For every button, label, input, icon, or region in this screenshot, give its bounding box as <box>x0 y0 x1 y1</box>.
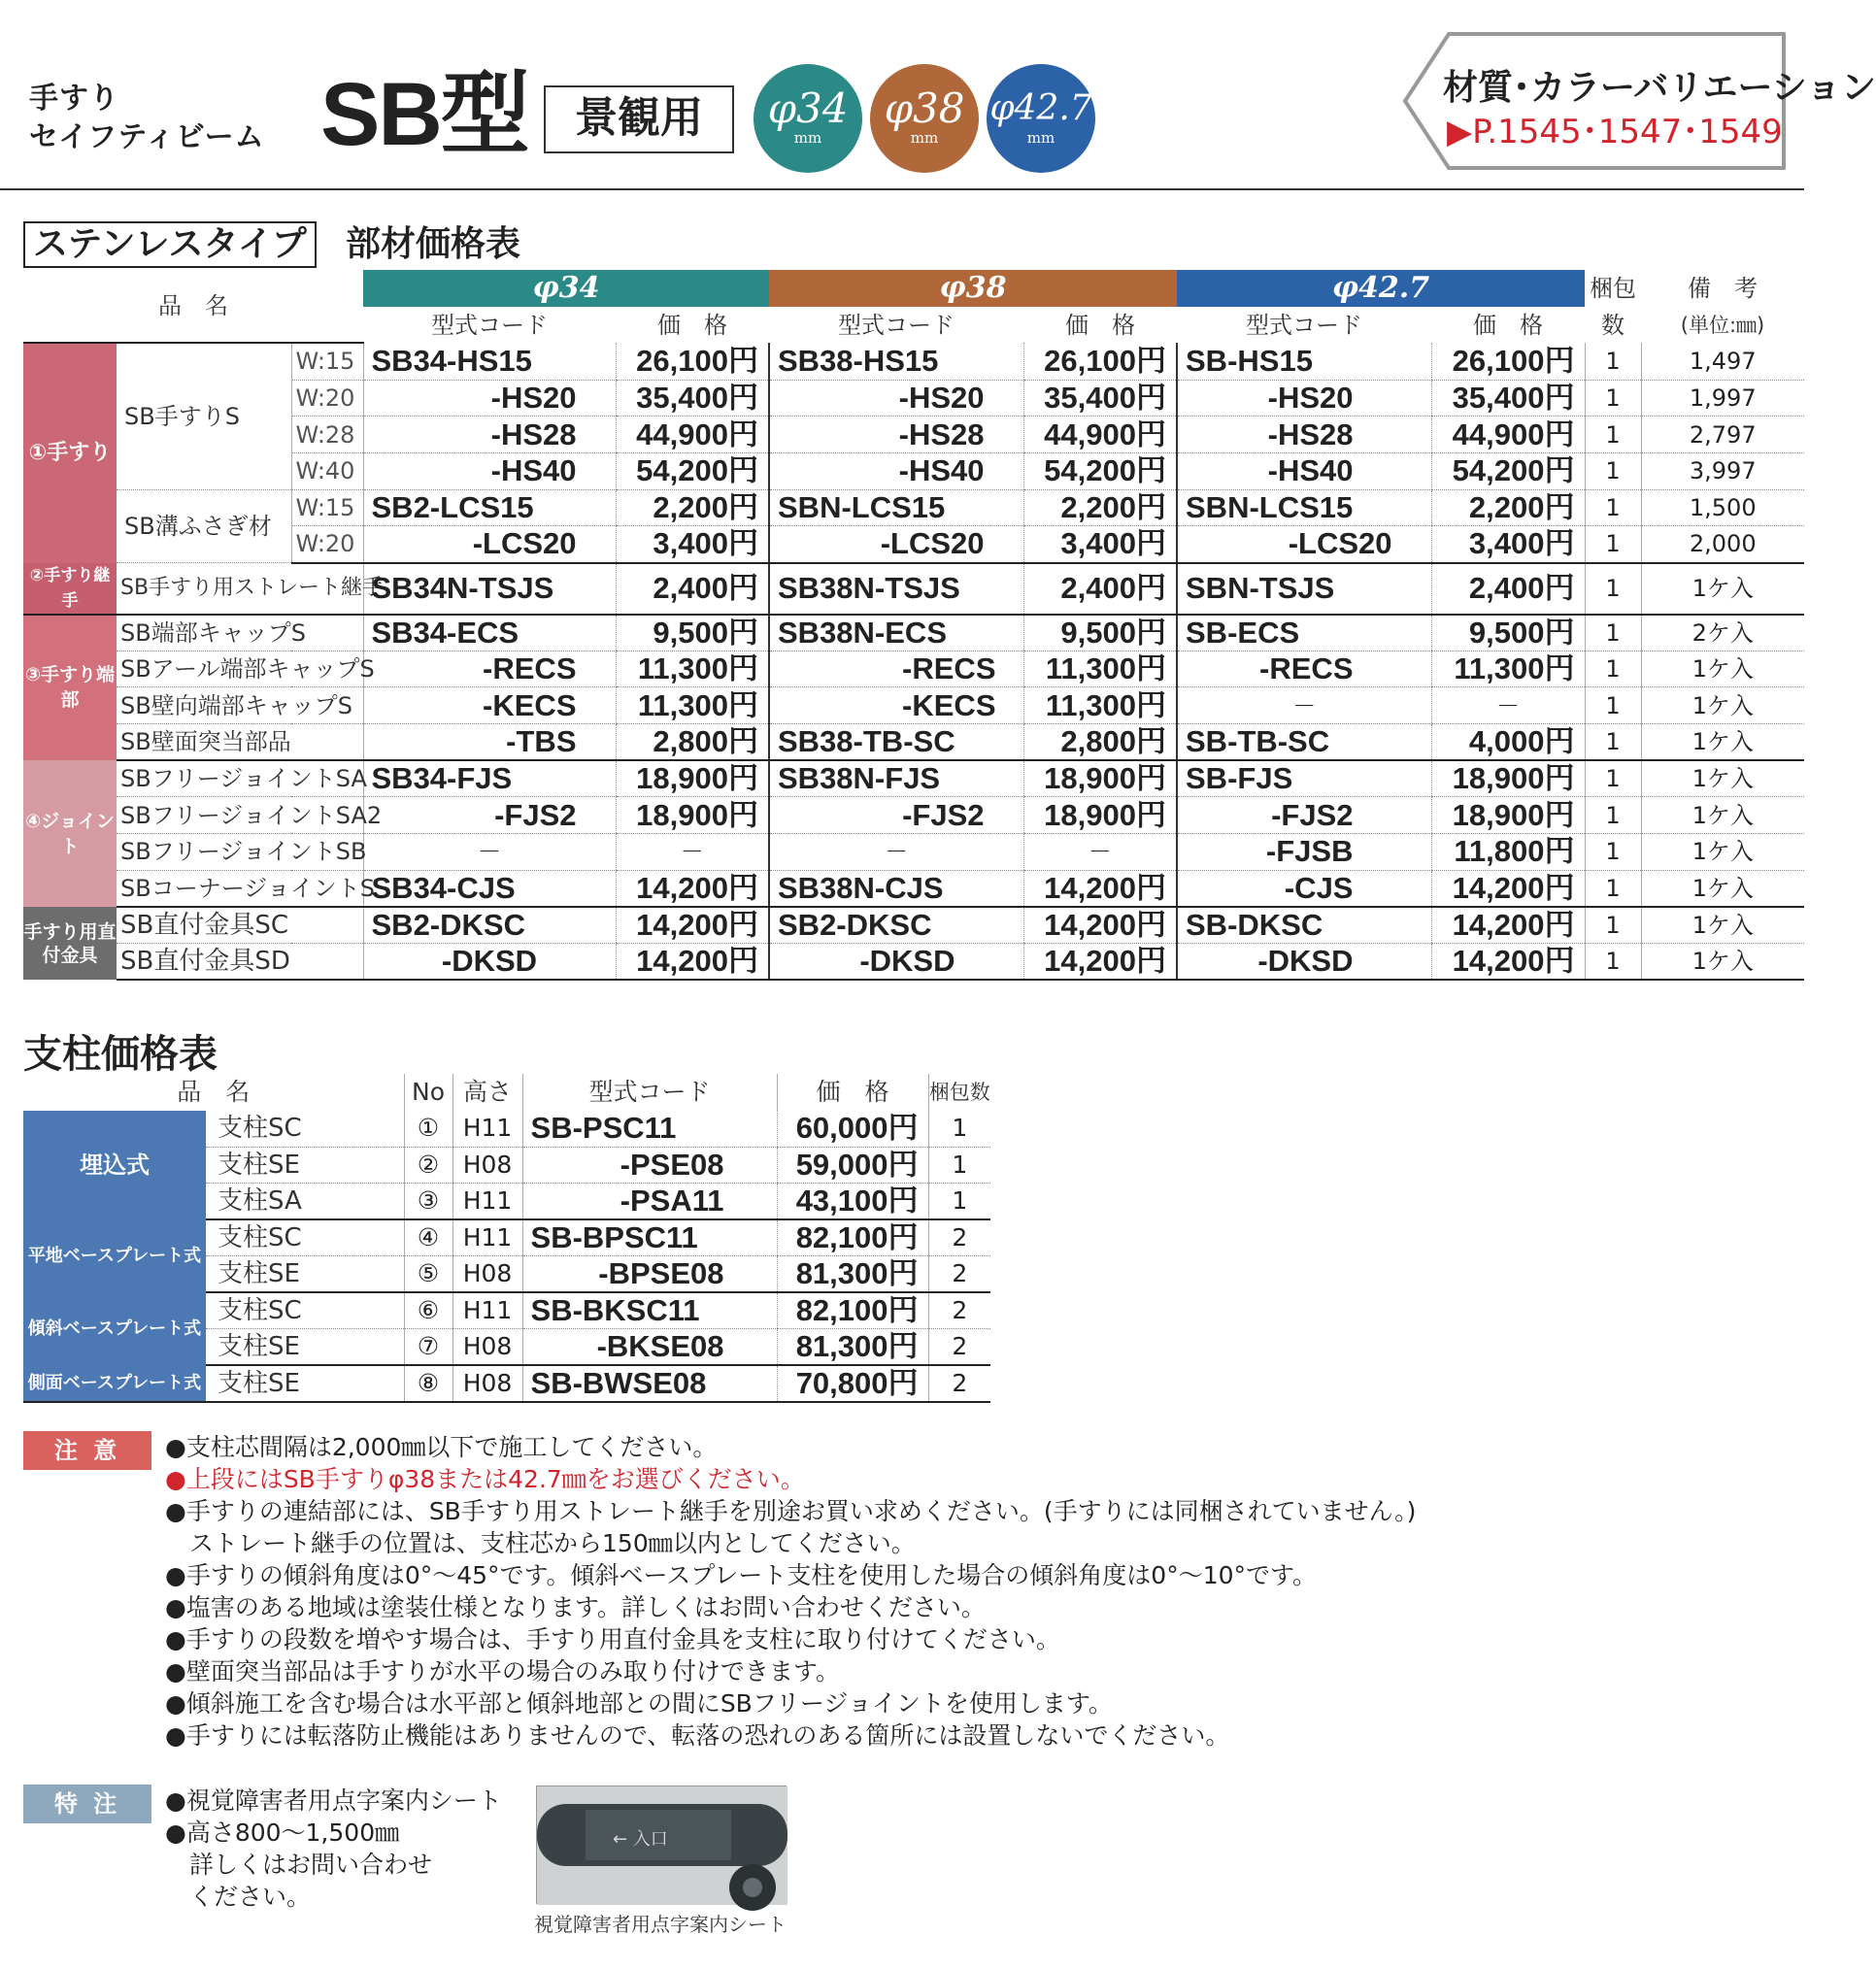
note: 1ケ入 <box>1641 834 1804 871</box>
item-name: SB直付金具SC <box>117 907 363 944</box>
price-38: － <box>1023 834 1177 871</box>
item-name: SB端部キャップS <box>117 615 363 651</box>
code-34: -DKSD <box>363 944 616 981</box>
code-34: -FJS2 <box>363 797 616 834</box>
note-line: ●手すりの段数を増やす場合は、手すり用直付金具を支柱に取り付けてください。 <box>165 1625 1060 1653</box>
price-34: 11,300円 <box>616 687 769 724</box>
post-no: ② <box>404 1147 452 1184</box>
code-427: -FJS2 <box>1177 797 1431 834</box>
price-34: 9,500円 <box>616 615 769 651</box>
note: 1ケ入 <box>1641 797 1804 834</box>
group-header-38: φ38 <box>769 270 1177 307</box>
note: 1ケ入 <box>1641 907 1804 944</box>
post-no: ⑦ <box>404 1329 452 1366</box>
post-table-title: 支柱価格表 <box>23 1032 218 1077</box>
series-name <box>29 80 265 157</box>
price-38: 11,300円 <box>1023 651 1177 687</box>
category-bracket: 手すり用直付金具 <box>23 907 117 980</box>
price-38: 3,400円 <box>1023 526 1177 563</box>
table-row <box>23 760 1804 797</box>
item-name: SBフリージョイントSA <box>117 760 363 797</box>
post-price: 81,300円 <box>777 1329 928 1366</box>
special-line: ●高さ800～1,500㎜ <box>165 1819 400 1847</box>
post-code: SB-PSC11 <box>522 1111 777 1148</box>
price-34: 11,300円 <box>616 651 769 687</box>
post-name: 支柱SC <box>206 1292 404 1329</box>
header-note-1: 備 考 <box>1688 274 1758 302</box>
price-34: 2,400円 <box>616 563 769 615</box>
price-38: 14,200円 <box>1023 907 1177 944</box>
post-height: H08 <box>452 1147 522 1184</box>
diameter-value: φ42.7 <box>989 88 1092 128</box>
table-row <box>23 1111 990 1148</box>
category-embedded: 埋込式 <box>23 1111 206 1220</box>
post-name: 支柱SC <box>206 1219 404 1256</box>
post-code: -PSA11 <box>522 1184 777 1220</box>
pack-qty: 1 <box>1585 724 1641 761</box>
post-name: 支柱SE <box>206 1256 404 1293</box>
special-line: 詳しくはお問い合わせ <box>165 1851 433 1879</box>
price-38: 26,100円 <box>1023 343 1177 380</box>
note-line: ●手すりには転落防止機能はありませんので、転落の恐れのある箇所には設置しないでください。 <box>165 1721 1230 1750</box>
price-427: 2,400円 <box>1431 563 1585 615</box>
code-34: -HS28 <box>363 417 616 453</box>
pack-qty: 1 <box>1585 944 1641 981</box>
series-line2: セイフティビーム <box>29 120 265 154</box>
note-line: ●支柱芯間隔は2,000㎜以下で施工してください。 <box>165 1433 718 1461</box>
diameter-value: φ38 <box>884 84 965 132</box>
code-38: － <box>769 834 1023 871</box>
code-427: -HS40 <box>1177 452 1431 489</box>
price-34: 14,200円 <box>616 944 769 981</box>
table-row <box>23 489 1804 526</box>
price-38: 54,200円 <box>1023 452 1177 489</box>
note: 1,500 <box>1641 489 1804 526</box>
table-row <box>23 797 1804 834</box>
price-38: 35,400円 <box>1023 380 1177 417</box>
category-joint: ②手すり継手 <box>23 563 117 615</box>
code-34: SB2-LCS15 <box>363 489 616 526</box>
diameter-427-badge <box>987 64 1095 173</box>
post-name: 支柱SA <box>206 1184 404 1220</box>
code-38: SB38N-CJS <box>769 870 1023 907</box>
table-row <box>23 724 1804 761</box>
handrail-photo-image <box>537 1786 787 1905</box>
pack-qty: 1 <box>1585 615 1641 651</box>
diameter-38-badge <box>870 64 979 173</box>
code-427: -FJSB <box>1177 834 1431 871</box>
note-line: ●塩害のある地域は塗装仕様となります。詳しくはお問い合わせください。 <box>165 1593 986 1621</box>
pack-qty: 1 <box>1585 797 1641 834</box>
item-name: SBフリージョイントSB <box>117 834 363 871</box>
table-row <box>23 944 1804 981</box>
price-427: 18,900円 <box>1431 760 1585 797</box>
table-row <box>23 1219 990 1256</box>
table-row <box>23 1365 990 1402</box>
code-38: -FJS2 <box>769 797 1023 834</box>
price-34: 54,200円 <box>616 452 769 489</box>
code-427: SBN-TSJS <box>1177 563 1431 615</box>
pack-qty: 1 <box>1585 907 1641 944</box>
diameter-value: φ34 <box>767 84 849 132</box>
pack-qty: 1 <box>1585 687 1641 724</box>
code-34: -KECS <box>363 687 616 724</box>
post-pack: 2 <box>928 1219 990 1256</box>
special-order-tag: 特 注 <box>23 1785 151 1823</box>
caution-tag: 注 意 <box>23 1431 151 1470</box>
post-name: 支柱SC <box>206 1111 404 1148</box>
header-pack-1: 梱包 <box>1590 274 1636 302</box>
item-name: SB壁向端部キャップS <box>117 687 363 724</box>
post-no: ⑥ <box>404 1292 452 1329</box>
post-no: ⑤ <box>404 1256 452 1293</box>
price-427: 14,200円 <box>1431 944 1585 981</box>
diameter-unit: mm <box>1026 129 1055 147</box>
price-427: 4,000円 <box>1431 724 1585 761</box>
pack-qty: 1 <box>1585 651 1641 687</box>
table-row <box>23 1292 990 1329</box>
series-line1: 手すり <box>29 82 119 116</box>
post-height: H11 <box>452 1111 522 1148</box>
price-34: 14,200円 <box>616 870 769 907</box>
width-label: W:20 <box>291 380 363 417</box>
note: 2,797 <box>1641 417 1804 453</box>
price-34: 18,900円 <box>616 760 769 797</box>
post-pack: 1 <box>928 1147 990 1184</box>
post-pack: 2 <box>928 1329 990 1366</box>
post-price: 60,000円 <box>777 1111 928 1148</box>
code-38: -LCS20 <box>769 526 1023 563</box>
code-34: SB34-HS15 <box>363 343 616 380</box>
price-34: 14,200円 <box>616 907 769 944</box>
note: 3,997 <box>1641 452 1804 489</box>
category-side-base: 側面ベースプレート式 <box>23 1365 206 1402</box>
pack-qty: 1 <box>1585 870 1641 907</box>
post-price: 59,000円 <box>777 1147 928 1184</box>
code-427: -RECS <box>1177 651 1431 687</box>
price-34: 26,100円 <box>616 343 769 380</box>
item-name: SB直付金具SD <box>117 944 363 981</box>
pack-qty: 1 <box>1585 526 1641 563</box>
usage-badge: 景観用 <box>544 85 734 153</box>
post-price: 70,800円 <box>777 1365 928 1402</box>
price-427: 11,800円 <box>1431 834 1585 871</box>
header-item-name: 品 名 <box>23 270 363 343</box>
price-34: 35,400円 <box>616 380 769 417</box>
price-427: 9,500円 <box>1431 615 1585 651</box>
header-pack: 梱包数 <box>928 1074 990 1111</box>
note: 2ケ入 <box>1641 615 1804 651</box>
braille-sheet-photo <box>536 1785 787 1904</box>
category-handrail: ①手すり <box>23 343 117 562</box>
price-34: 44,900円 <box>616 417 769 453</box>
header-item-name: 品 名 <box>177 1077 251 1106</box>
table-row <box>23 417 1804 453</box>
note: 1,497 <box>1641 343 1804 380</box>
code-34: -RECS <box>363 651 616 687</box>
post-price: 81,300円 <box>777 1256 928 1293</box>
special-line: ください。 <box>165 1883 312 1911</box>
post-code: SB-BKSC11 <box>522 1292 777 1329</box>
note-line: ストレート継手の位置は、支柱芯から150㎜以内としてください。 <box>165 1529 916 1557</box>
price-38: 18,900円 <box>1023 797 1177 834</box>
price-427: 18,900円 <box>1431 797 1585 834</box>
code-427: － <box>1177 687 1431 724</box>
width-label: W:15 <box>291 343 363 380</box>
post-code: -PSE08 <box>522 1147 777 1184</box>
code-38: -HS20 <box>769 380 1023 417</box>
code-427: -DKSD <box>1177 944 1431 981</box>
group-header-34: φ34 <box>363 270 769 307</box>
reference-title: 材質･カラーバリエーション <box>1443 68 1876 108</box>
code-38: -DKSD <box>769 944 1023 981</box>
price-427: 35,400円 <box>1431 380 1585 417</box>
code-38: -KECS <box>769 687 1023 724</box>
category-slope-base: 傾斜ベースプレート式 <box>23 1292 206 1365</box>
header-height: 高さ <box>452 1074 522 1111</box>
photo-caption: 視覚障害者用点字案内シート <box>534 1913 787 1936</box>
note: 1ケ入 <box>1641 870 1804 907</box>
code-34: -HS20 <box>363 380 616 417</box>
table-row <box>23 907 1804 944</box>
note: 1ケ入 <box>1641 651 1804 687</box>
pack-qty: 1 <box>1585 563 1641 615</box>
table-row <box>23 563 1804 615</box>
post-code: -BKSE08 <box>522 1329 777 1366</box>
price-38: 2,800円 <box>1023 724 1177 761</box>
note: 1ケ入 <box>1641 944 1804 981</box>
code-427: SBN-LCS15 <box>1177 489 1431 526</box>
price-427: － <box>1431 687 1585 724</box>
price-34: 18,900円 <box>616 797 769 834</box>
post-height: H08 <box>452 1256 522 1293</box>
width-label: W:20 <box>291 526 363 563</box>
post-no: ③ <box>404 1184 452 1220</box>
pack-qty: 1 <box>1585 834 1641 871</box>
code-427: SB-DKSC <box>1177 907 1431 944</box>
note-line: ●傾斜施工を含む場合は水平部と傾斜地部との間にSBフリージョイントを使用します。 <box>165 1689 1113 1718</box>
code-34: -TBS <box>363 724 616 761</box>
post-height: H08 <box>452 1365 522 1402</box>
header-code: 型式コード <box>431 311 548 339</box>
post-name: 支柱SE <box>206 1147 404 1184</box>
header-price: 価 格 <box>1065 311 1135 339</box>
price-38: 44,900円 <box>1023 417 1177 453</box>
code-38: SB38N-FJS <box>769 760 1023 797</box>
header-code: 型式コード <box>522 1074 777 1111</box>
code-34: － <box>363 834 616 871</box>
code-38: -RECS <box>769 651 1023 687</box>
pack-qty: 1 <box>1585 489 1641 526</box>
code-34: SB34N-TSJS <box>363 563 616 615</box>
note: 1,997 <box>1641 380 1804 417</box>
diameter-unit: mm <box>793 129 822 147</box>
code-38: SB38N-ECS <box>769 615 1023 651</box>
item-name: SB手すりS <box>117 343 291 489</box>
price-38: 11,300円 <box>1023 687 1177 724</box>
header-divider <box>0 188 1804 190</box>
table-row <box>23 615 1804 651</box>
item-name: SB溝ふさぎ材 <box>117 489 291 562</box>
price-427: 14,200円 <box>1431 907 1585 944</box>
reference-pages-link[interactable]: ▶P.1545･1547･1549 <box>1447 113 1783 151</box>
header-price: 価 格 <box>657 311 727 339</box>
header-price: 価 格 <box>777 1074 928 1111</box>
post-price: 43,100円 <box>777 1184 928 1220</box>
note-line: ●手すりの傾斜角度は0°～45°です。傾斜ベースプレート支柱を使用した場合の傾斜角度は0°～10°です。 <box>165 1561 1318 1589</box>
category-flat-base: 平地ベースプレート式 <box>23 1219 206 1292</box>
price-34: 2,200円 <box>616 489 769 526</box>
width-label: W:28 <box>291 417 363 453</box>
price-38: 2,400円 <box>1023 563 1177 615</box>
post-height: H11 <box>452 1219 522 1256</box>
post-pack: 1 <box>928 1111 990 1148</box>
post-pack: 2 <box>928 1256 990 1293</box>
diameter-34-badge <box>754 64 862 173</box>
post-height: H08 <box>452 1329 522 1366</box>
post-code: -BPSE08 <box>522 1256 777 1293</box>
note-line: ●手すりの連結部には、SB手すり用ストレート継手を別途お買い求めください。(手すりには同梱されていません。) <box>165 1497 1417 1525</box>
item-name: SB壁面突当部品 <box>117 724 363 761</box>
note: 1ケ入 <box>1641 724 1804 761</box>
post-height: H11 <box>452 1292 522 1329</box>
group-header-427: φ42.7 <box>1177 270 1585 307</box>
price-34: 3,400円 <box>616 526 769 563</box>
code-38: -HS40 <box>769 452 1023 489</box>
code-427: SB-FJS <box>1177 760 1431 797</box>
category-end: ③手すり端部 <box>23 615 117 761</box>
item-name: SB手すり用ストレート継手 <box>117 563 363 615</box>
code-38: SBN-LCS15 <box>769 489 1023 526</box>
width-label: W:40 <box>291 452 363 489</box>
pack-qty: 1 <box>1585 343 1641 380</box>
code-427: -HS28 <box>1177 417 1431 453</box>
item-name: SBコーナージョイントS <box>117 870 363 907</box>
price-38: 14,200円 <box>1023 944 1177 981</box>
code-34: SB34-CJS <box>363 870 616 907</box>
pack-qty: 1 <box>1585 380 1641 417</box>
note: 2,000 <box>1641 526 1804 563</box>
code-34: -LCS20 <box>363 526 616 563</box>
table-row <box>23 343 1804 380</box>
pack-qty: 1 <box>1585 452 1641 489</box>
code-427: SB-HS15 <box>1177 343 1431 380</box>
header-code: 型式コード <box>1246 311 1362 339</box>
note-line: ●壁面突当部品は手すりが水平の場合のみ取り付けできます。 <box>165 1657 840 1685</box>
code-34: SB2-DKSC <box>363 907 616 944</box>
code-34: SB34-ECS <box>363 615 616 651</box>
header-code: 型式コード <box>838 311 955 339</box>
code-38: SB38-TB-SC <box>769 724 1023 761</box>
code-34: -HS40 <box>363 452 616 489</box>
section-title: 部材価格表 <box>346 224 521 264</box>
post-pack: 2 <box>928 1292 990 1329</box>
price-34: 2,800円 <box>616 724 769 761</box>
post-price-table <box>23 1074 990 1403</box>
diameter-unit: mm <box>910 129 939 147</box>
post-code: SB-BPSC11 <box>522 1219 777 1256</box>
item-name: SBフリージョイントSA2 <box>117 797 363 834</box>
table-row <box>23 687 1804 724</box>
header-price: 価 格 <box>1473 311 1543 339</box>
note: 1ケ入 <box>1641 563 1804 615</box>
price-427: 26,100円 <box>1431 343 1585 380</box>
code-427: -CJS <box>1177 870 1431 907</box>
price-427: 14,200円 <box>1431 870 1585 907</box>
price-38: 14,200円 <box>1023 870 1177 907</box>
caution-notes <box>165 1431 1416 1752</box>
post-pack: 2 <box>928 1365 990 1402</box>
price-427: 2,200円 <box>1431 489 1585 526</box>
post-pack: 1 <box>928 1184 990 1220</box>
parts-price-table <box>23 270 1804 981</box>
post-price: 82,100円 <box>777 1219 928 1256</box>
table-row <box>23 870 1804 907</box>
post-name: 支柱SE <box>206 1365 404 1402</box>
pack-qty: 1 <box>1585 417 1641 453</box>
code-38: SB2-DKSC <box>769 907 1023 944</box>
price-38: 9,500円 <box>1023 615 1177 651</box>
header-no: No <box>404 1074 452 1111</box>
price-427: 3,400円 <box>1431 526 1585 563</box>
code-38: -HS28 <box>769 417 1023 453</box>
price-38: 18,900円 <box>1023 760 1177 797</box>
code-427: -LCS20 <box>1177 526 1431 563</box>
code-427: SB-TB-SC <box>1177 724 1431 761</box>
price-34: － <box>616 834 769 871</box>
price-38: 2,200円 <box>1023 489 1177 526</box>
code-427: -HS20 <box>1177 380 1431 417</box>
post-no: ⑧ <box>404 1365 452 1402</box>
width-label: W:15 <box>291 489 363 526</box>
table-row <box>23 380 1804 417</box>
code-38: SB38-HS15 <box>769 343 1023 380</box>
post-price: 82,100円 <box>777 1292 928 1329</box>
code-34: SB34-FJS <box>363 760 616 797</box>
note-line-highlight: ●上段にはSB手すりφ38または42.7㎜をお選びください。 <box>165 1465 805 1493</box>
special-line: ●視覚障害者用点字案内シート <box>165 1786 502 1815</box>
section-type-label: ステンレスタイプ <box>23 221 317 268</box>
note: 1ケ入 <box>1641 687 1804 724</box>
post-code: SB-BWSE08 <box>522 1365 777 1402</box>
price-427: 11,300円 <box>1431 651 1585 687</box>
post-name: 支柱SE <box>206 1329 404 1366</box>
price-427: 44,900円 <box>1431 417 1585 453</box>
post-no: ④ <box>404 1219 452 1256</box>
header-pack-2: 数 <box>1601 311 1625 339</box>
price-427: 54,200円 <box>1431 452 1585 489</box>
table-row <box>23 526 1804 563</box>
note: 1ケ入 <box>1641 760 1804 797</box>
code-427: SB-ECS <box>1177 615 1431 651</box>
special-notes <box>165 1785 502 1913</box>
code-38: SB38N-TSJS <box>769 563 1023 615</box>
post-no: ① <box>404 1111 452 1148</box>
table-row <box>23 452 1804 489</box>
post-height: H11 <box>452 1184 522 1220</box>
table-row <box>23 651 1804 687</box>
model-title: SB型 <box>320 65 528 164</box>
table-row <box>23 834 1804 871</box>
pack-qty: 1 <box>1585 760 1641 797</box>
photo-label: ← 入口 <box>613 1829 668 1850</box>
item-name: SBアール端部キャップS <box>117 651 363 687</box>
header-note-2: (単位:㎜) <box>1680 313 1765 337</box>
category-joint-free: ④ジョイント <box>23 760 117 907</box>
